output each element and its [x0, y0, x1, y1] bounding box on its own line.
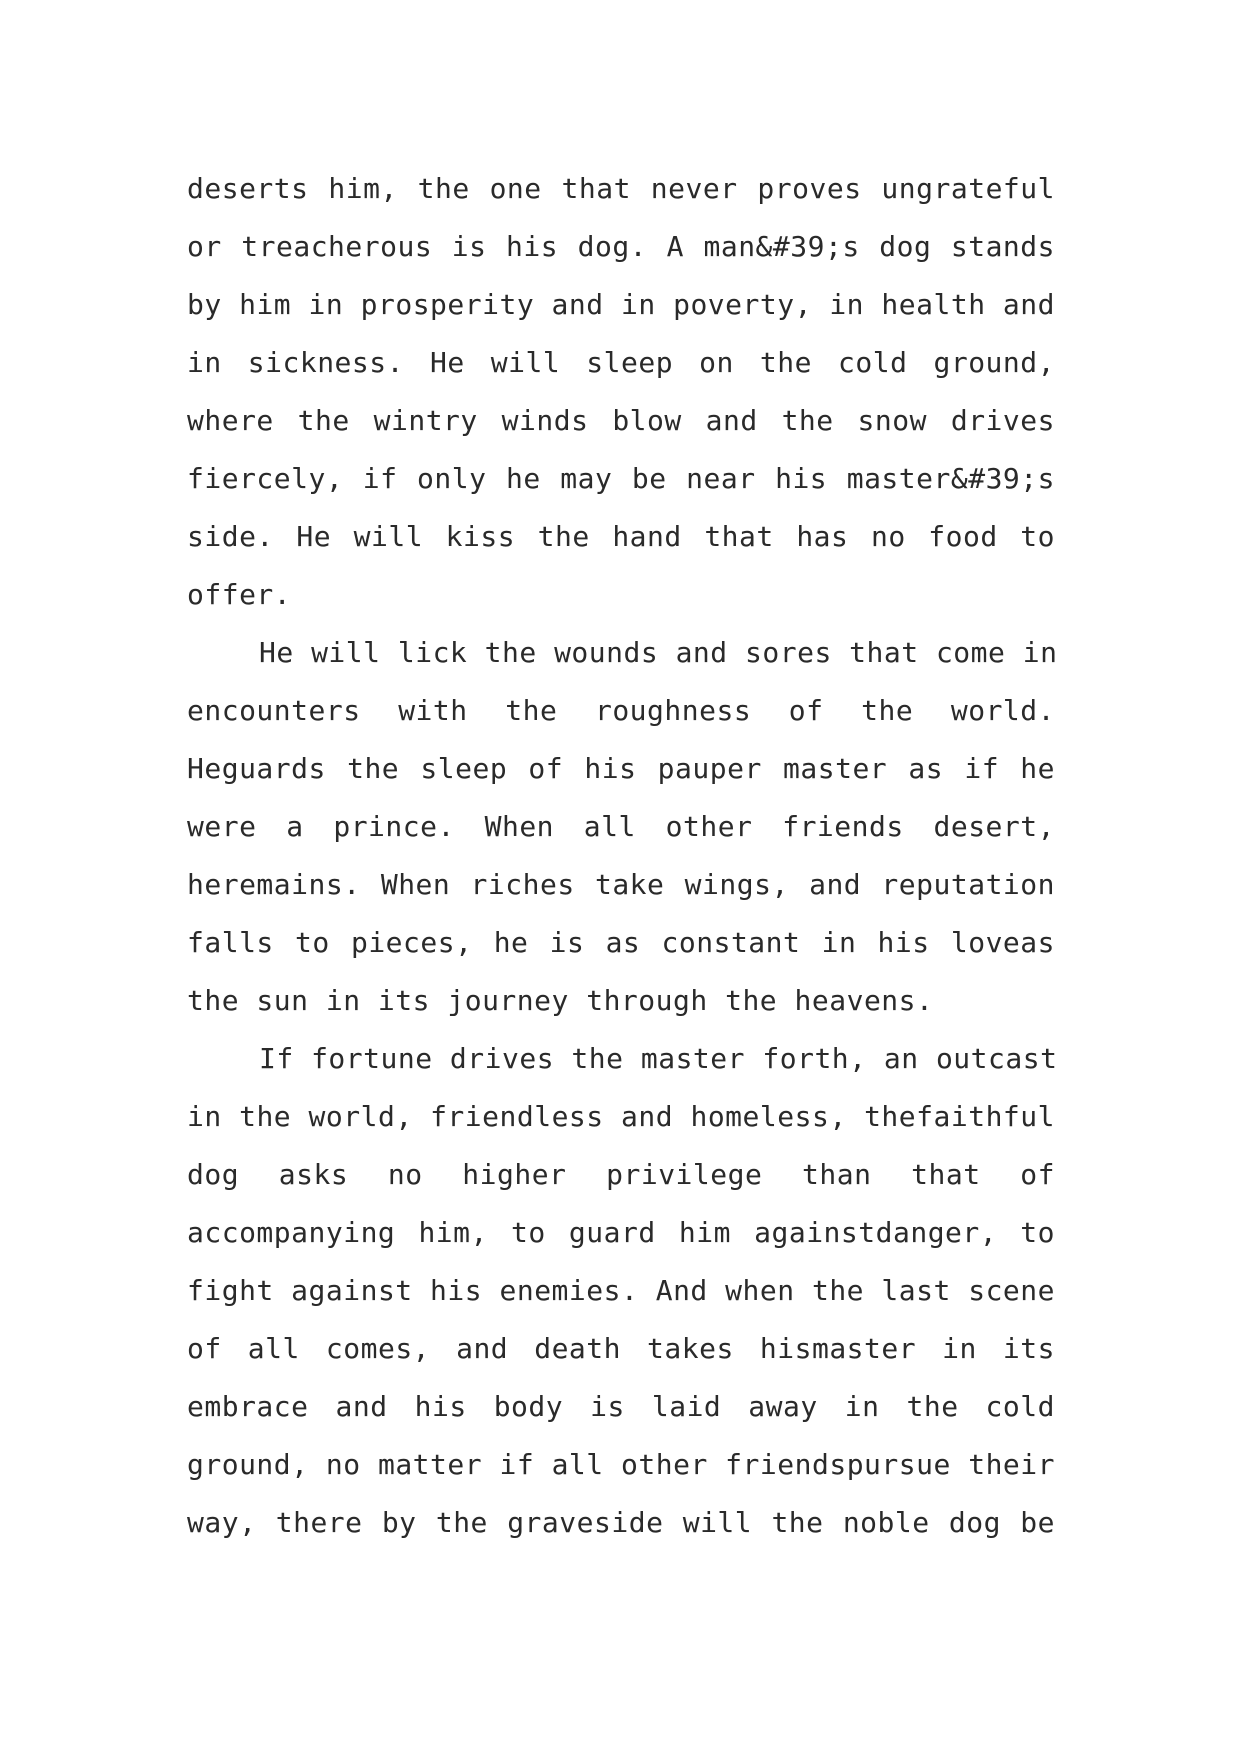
text-line: ground, no matter if all other friendspursue their: [187, 1448, 1055, 1481]
paragraph-3: [187, 1030, 1058, 1552]
text-line: by him in prosperity and in poverty, in health and: [187, 288, 1055, 321]
text-line: the sun in its journey through the heavens.: [187, 984, 934, 1017]
text-line: fight against his enemies. And when the last scene: [187, 1274, 1055, 1307]
text-line: heremains. When riches take wings, and reputation: [187, 868, 1055, 901]
text-line: in the world, friendless and homeless, thefaithful: [187, 1100, 1055, 1133]
text-line: deserts him, the one that never proves ungrateful: [187, 172, 1055, 205]
text-line: embrace and his body is laid away in the cold: [187, 1390, 1055, 1423]
text-line: offer.: [187, 578, 292, 611]
text-line: Heguards the sleep of his pauper master as if he: [187, 752, 1055, 785]
document-body: [187, 160, 1058, 1552]
text-line: He will lick the wounds and sores that come in: [259, 636, 1058, 669]
text-line: where the wintry winds blow and the snow drives: [187, 404, 1055, 437]
text-line: falls to pieces, he is as constant in his loveas: [187, 926, 1055, 959]
text-line: way, there by the graveside will the noble dog be: [187, 1506, 1055, 1539]
text-line: side. He will kiss the hand that has no food to: [187, 520, 1055, 553]
text-line: were a prince. When all other friends desert,: [187, 810, 1055, 843]
text-line: encounters with the roughness of the world.: [187, 694, 1055, 727]
text-line: dog asks no higher privilege than that of: [187, 1158, 1055, 1191]
paragraph-2: [187, 624, 1058, 1030]
text-line: or treacherous is his dog. A man&#39;s dog stands: [187, 230, 1055, 263]
text-line: If fortune drives the master forth, an outcast: [259, 1042, 1058, 1075]
text-line: accompanying him, to guard him againstdanger, to: [187, 1216, 1055, 1249]
text-line: of all comes, and death takes hismaster in its: [187, 1332, 1055, 1365]
paragraph-1: [187, 160, 1055, 624]
text-line: in sickness. He will sleep on the cold ground,: [187, 346, 1055, 379]
text-line: fiercely, if only he may be near his master&#39;s: [187, 462, 1055, 495]
